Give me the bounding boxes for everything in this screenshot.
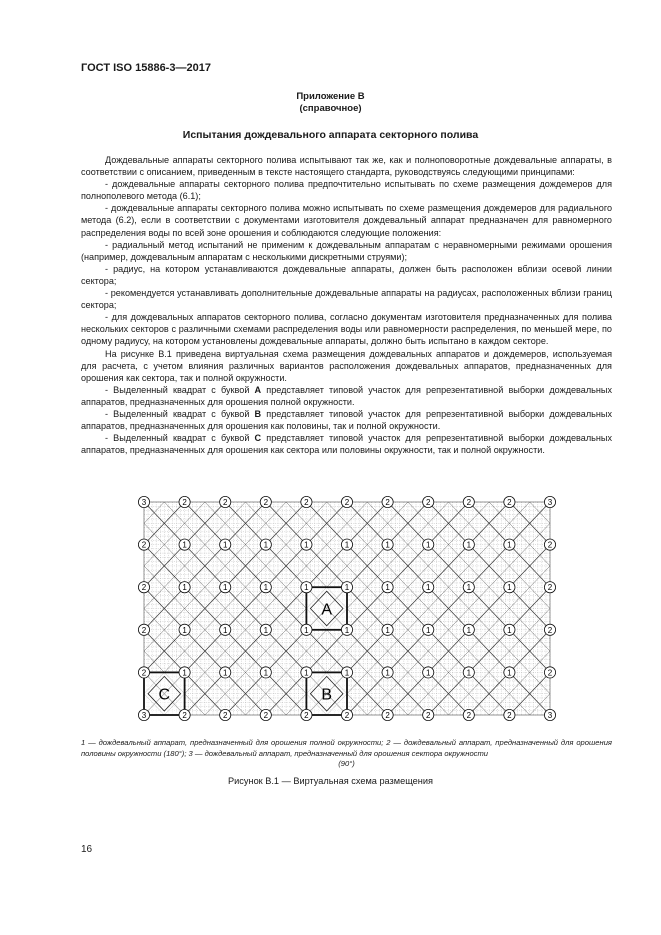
sprinkler-label: 1 — [263, 540, 269, 550]
sprinkler-label: 2 — [263, 498, 269, 507]
sprinkler-label: 1 — [182, 540, 187, 550]
sprinkler-label: 2 — [547, 583, 553, 593]
sprinkler-label: 1 — [222, 540, 228, 550]
sprinkler-label: 1 — [222, 625, 228, 635]
pattern-line — [134, 502, 144, 715]
sprinkler-label: 1 — [425, 625, 431, 635]
pattern-line — [547, 502, 558, 715]
sprinkler-label: 1 — [385, 668, 390, 678]
sprinkler-label: 2 — [141, 625, 147, 635]
sprinkler-label: 1 — [344, 540, 350, 550]
square-paragraph-c: - Выделенный квадрат с буквой С представляет типовой участок для репрезентативной выборки дождевальных аппаратов, предназначенных для орошения как сектора или половины окружности, так и полной окружности. — [81, 433, 612, 456]
sprinkler-label: 3 — [547, 498, 553, 507]
sprinkler-label: 2 — [141, 668, 147, 678]
square-paragraph-b: - Выделенный квадрат с буквой В представляет типовой участок для репрезентативной выборки дождевальных аппаратов, предназначенных для орошения как половины, так и полной окружности. — [81, 408, 612, 432]
sprinkler-label: 2 — [385, 498, 390, 507]
sprinkler-label: 2 — [425, 498, 431, 507]
page-number: 16 — [81, 844, 93, 855]
pattern-line — [530, 502, 558, 715]
sprinkler-label: 2 — [425, 711, 431, 720]
appendix-title: Приложение В — [296, 91, 365, 102]
sprinkler-label: 1 — [222, 668, 228, 678]
sprinkler-label: 1 — [385, 540, 390, 550]
sprinkler-label: 1 — [466, 583, 472, 593]
sprinkler-label: 2 — [304, 498, 309, 507]
sprinkler-label: 2 — [547, 625, 553, 635]
sprinkler-label: 1 — [344, 668, 350, 678]
section-title: Испытания дождевального аппарата секторного полива — [182, 129, 479, 141]
sprinkler-label: 1 — [425, 583, 431, 593]
legend-num-3: 3 — [188, 748, 193, 758]
sprinkler-label: 3 — [141, 498, 147, 507]
appendix-heading — [0, 91, 661, 115]
paragraph: На рисунке В.1 приведена виртуальная схема размещения дождевальных аппаратов и дождемеров, используемая для расчета, с учетом влияния различных вариантов расположения дождевальных аппаратов, предназначенных для орошения как сектора, так и полной окружности. — [81, 348, 612, 383]
body-text — [81, 154, 612, 456]
sprinkler-label: 1 — [466, 625, 472, 635]
sprinkler-label: 1 — [385, 583, 390, 593]
legend-text-2: — дождевальный аппарат, предназначенный для орошения половины окружности (180°); — [81, 738, 612, 758]
sprinkler-label: 2 — [547, 540, 553, 550]
sprinkler-label: 1 — [304, 625, 309, 635]
paragraph: - дождевальные аппараты секторного полива предпочтительно испытывать по схеме размещения дождемеров для полнополевого метода (6.1); — [81, 179, 612, 202]
sprinkler-label: 2 — [507, 498, 512, 507]
sprinkler-label: 1 — [385, 625, 390, 635]
paragraph: - для дождевальных аппаратов секторного полива, согласно документам изготовителя предназначенных для полива нескольких секторов с различными схемами распределения воды или равномерности распределения, по меньшей мере, по одному радиусу, на котором установлены дождевальные аппараты, должно быть испытано в каждом секторе. — [81, 312, 612, 347]
sprinkler-label: 2 — [182, 711, 187, 720]
sprinkler-label: 1 — [507, 668, 512, 678]
sprinkler-label: 1 — [182, 668, 187, 678]
sprinkler-label: 3 — [547, 711, 553, 720]
square-c-label: C — [158, 686, 171, 704]
legend-text-3: — дождевальный аппарат, предназначенный для орошения сектора окружности — [192, 748, 489, 758]
square-b-label: B — [321, 686, 333, 704]
sprinkler-label: 1 — [263, 668, 269, 678]
paragraph: Дождевальные аппараты секторного полива испытывают так же, как и полноповоротные дождевальные аппараты, в соответствии с описанием, приведенным в тексте настоящего стандарта, руководствуясь следующими принципами: — [81, 155, 612, 178]
sprinkler-label: 1 — [425, 668, 431, 678]
legend-text-4: (90°) — [338, 759, 355, 768]
sprinkler-label: 1 — [425, 540, 431, 550]
paragraph: - дождевальные аппараты секторного полива можно испытывать по схеме размещения дождемеров для радиального метода (6.2), если в соответствии с документами изготовителя дождевальный аппарат предназначен для равномерного распределения воды по всей зоне орошения и соблюдаются следующие положения: — [81, 203, 612, 238]
sprinkler-label: 1 — [222, 583, 228, 593]
sprinkler-label: 2 — [304, 711, 309, 720]
sprinkler-label: 2 — [507, 711, 512, 720]
sprinkler-label: 1 — [182, 583, 187, 593]
sprinkler-label: 1 — [466, 668, 472, 678]
legend-text-1: — дождевальный аппарат, предназначенный для орошения полной окружности; — [85, 738, 387, 747]
sprinkler-label: 1 — [304, 583, 309, 593]
paragraph: - рекомендуется устанавливать дополнительные дождевальные аппараты на радиусах, расположенных вблизи границ сектора; — [81, 288, 612, 311]
figure-caption: Рисунок В.1 — Виртуальная схема размещения — [228, 776, 433, 786]
pattern-line — [530, 502, 558, 715]
sprinkler-label: 2 — [385, 711, 390, 720]
sprinkler-label: 2 — [466, 711, 472, 720]
legend-num-1: 1 — [81, 738, 86, 747]
sprinkler-label: 1 — [304, 540, 309, 550]
sprinkler-label: 1 — [263, 625, 269, 635]
sprinkler-label: 2 — [141, 583, 147, 593]
sprinkler-label: 2 — [344, 498, 350, 507]
sprinkler-label: 1 — [466, 540, 472, 550]
sprinkler-label: 1 — [344, 583, 350, 593]
paragraph: - радиус, на котором устанавливаются дождевальные аппараты, должен быть расположен вблизи осевой линии сектора; — [81, 263, 612, 286]
sprinkler-label: 2 — [547, 668, 553, 678]
sprinkler-label: 1 — [507, 583, 512, 593]
sprinkler-label: 1 — [507, 540, 512, 550]
sprinkler-label: 2 — [466, 498, 472, 507]
sprinkler-label: 1 — [304, 668, 309, 678]
sprinkler-label: 1 — [263, 583, 269, 593]
layout-scheme-figure — [134, 492, 558, 732]
paragraph: - радиальный метод испытаний не применим к дождевальным аппаратам с неравномерными режимами орошения (например, дождевальным аппаратам с несколькими дискретными струями); — [81, 239, 612, 262]
sprinkler-label: 1 — [507, 625, 512, 635]
square-paragraph-a: - Выделенный квадрат с буквой А представляет типовой участок для репрезентативной выборки дождевальных аппаратов, предназначенных для орошения полной окружности. — [81, 384, 612, 407]
sprinkler-label: 3 — [141, 711, 147, 720]
sprinkler-label: 2 — [182, 498, 187, 507]
pattern-line — [547, 502, 558, 715]
square-a-label: A — [321, 601, 333, 619]
sprinkler-label: 1 — [182, 625, 187, 635]
appendix-subtitle: (справочное) — [299, 103, 362, 114]
sprinkler-label: 2 — [141, 540, 147, 550]
sprinkler-label: 2 — [344, 711, 350, 720]
legend-num-2: 2 — [386, 738, 391, 747]
sprinkler-label: 2 — [263, 711, 269, 720]
pattern-line — [134, 502, 144, 715]
sprinkler-label: 1 — [344, 625, 350, 635]
standard-header: ГОСТ ISO 15886-3—2017 — [81, 62, 211, 74]
figure-legend — [81, 738, 612, 770]
sprinkler-label: 2 — [222, 711, 228, 720]
sprinkler-label: 2 — [222, 498, 228, 507]
